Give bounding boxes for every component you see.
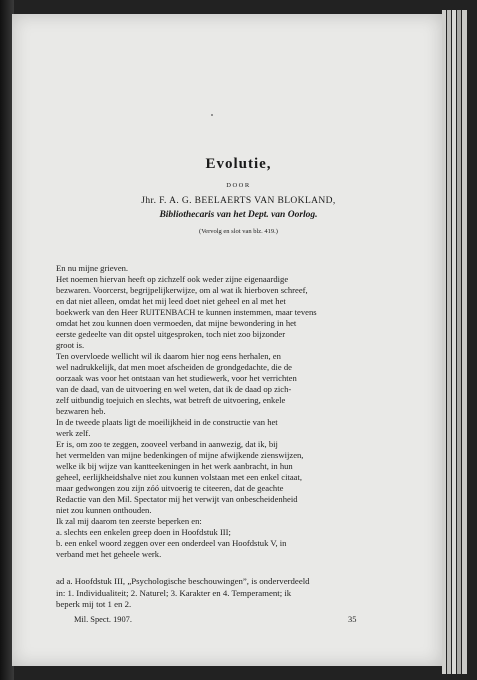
text-line: ad a. Hoofdstuk III, „Psychologische beschouwingen”, is onderverdeeld: [56, 576, 310, 586]
text-line: beperk mij tot 1 en 2.: [56, 599, 132, 609]
text-line: bezwaren. Voorcerst, begrijpelijkerwijze, om al wat ik hierboven schreef,: [56, 285, 308, 295]
text-line: boekwerk van den Heer RUITENBACH te kunnen instemmen, maar tevens: [56, 307, 317, 317]
text-line: En nu mijne grieven.: [56, 263, 129, 273]
text-line: a. slechts een enkelen greep doen in Hoofdstuk III;: [56, 527, 231, 537]
text-line: geheel, eerlijkheidshalve niet zou kunnen volstaan met een enkel citaat,: [56, 472, 303, 482]
text-line: Ik zal mij daarom ten zeerste beperken en:: [56, 516, 202, 526]
text-line: welke ik bij wijze van kantteekeningen in het werk aanbracht, in hun: [56, 461, 293, 471]
text-line: maar gedwongen zou zijn zóó uitvoerig te citeeren, dat de geachte: [56, 483, 284, 493]
text-line: en dat niet alleen, omdat het mij leed doet niet geheel en al met het: [56, 296, 286, 306]
article-title: Evolutie,: [205, 156, 272, 172]
text-line: zelf uitbundig toejuich en slechts, wat betreft de uitvoering, enkele: [56, 395, 286, 405]
body-text: [56, 263, 372, 560]
text-line: niet zou kunnen onthouden.: [56, 505, 152, 515]
author-role: Bibliothecaris van het Dept. van Oorlog.: [159, 210, 318, 220]
text-line: bezwaren heb.: [56, 406, 106, 416]
page-edge: [457, 10, 461, 674]
text-line: in: 1. Individualiteit; 2. Naturel; 3. Karakter en 4. Temperament; ik: [56, 587, 292, 598]
ink-speck: [211, 114, 213, 116]
text-line: groot is.: [56, 340, 85, 350]
author-name: Jhr. F. A. G. BEELAERTS VAN BLOKLAND,: [141, 196, 336, 206]
text-line: oorzaak was voor het ontstaan van het studiewerk, voor het verrichten: [56, 373, 297, 383]
text-line: In de tweede plaats ligt de moeilijkheid in de constructie van het: [56, 417, 278, 427]
text-line: eerste gedeelte van dit opstel uitgesproken, toch niet zoo bijzonder: [56, 329, 286, 339]
continued-note: (Vervolg en slot van blz. 419.): [199, 228, 278, 235]
page-number: 35: [348, 615, 357, 624]
text-line: het vermelden van mijne bedenkingen of mijne afwijkende zienswijzen,: [56, 450, 304, 460]
page-edge: [447, 10, 451, 674]
footnote: [56, 576, 374, 611]
text-line: Redactie van den Mil. Spectator mij het verwijt van onbescheidenheid: [56, 494, 298, 504]
text-line: van de daad, van de uitvoering en wel weten, dat ik de daad op zich-: [56, 384, 292, 394]
page-edge: [442, 10, 446, 674]
page-edge: [452, 10, 456, 674]
text-line: Er is, om zoo te zeggen, zooveel verband in aanwezig, dat ik, bij: [56, 439, 278, 449]
text-line: verband met het geheele werk.: [56, 549, 162, 559]
page-edge: [462, 10, 467, 674]
text-line: wel nadrukkelijk, dat men moet afscheiden de grondgedachte, die de: [56, 362, 293, 372]
text-line: Het noemen hiervan heeft op zichzelf ook weder zijne eigenaardige: [56, 274, 289, 284]
text-line: omdat het zou kunnen doen vermoeden, dat mijne bewondering in het: [56, 318, 297, 328]
byline-word: DOOR: [226, 182, 251, 189]
text-line: werk zelf.: [56, 428, 91, 438]
text-line: b. een enkel woord zeggen over een onderdeel van Hoofdstuk V, in: [56, 538, 287, 548]
journal-reference: Mil. Spect. 1907.: [74, 615, 132, 624]
text-line: Ten overvloede wellicht wil ik daarom hier nog eens herhalen, en: [56, 351, 281, 361]
